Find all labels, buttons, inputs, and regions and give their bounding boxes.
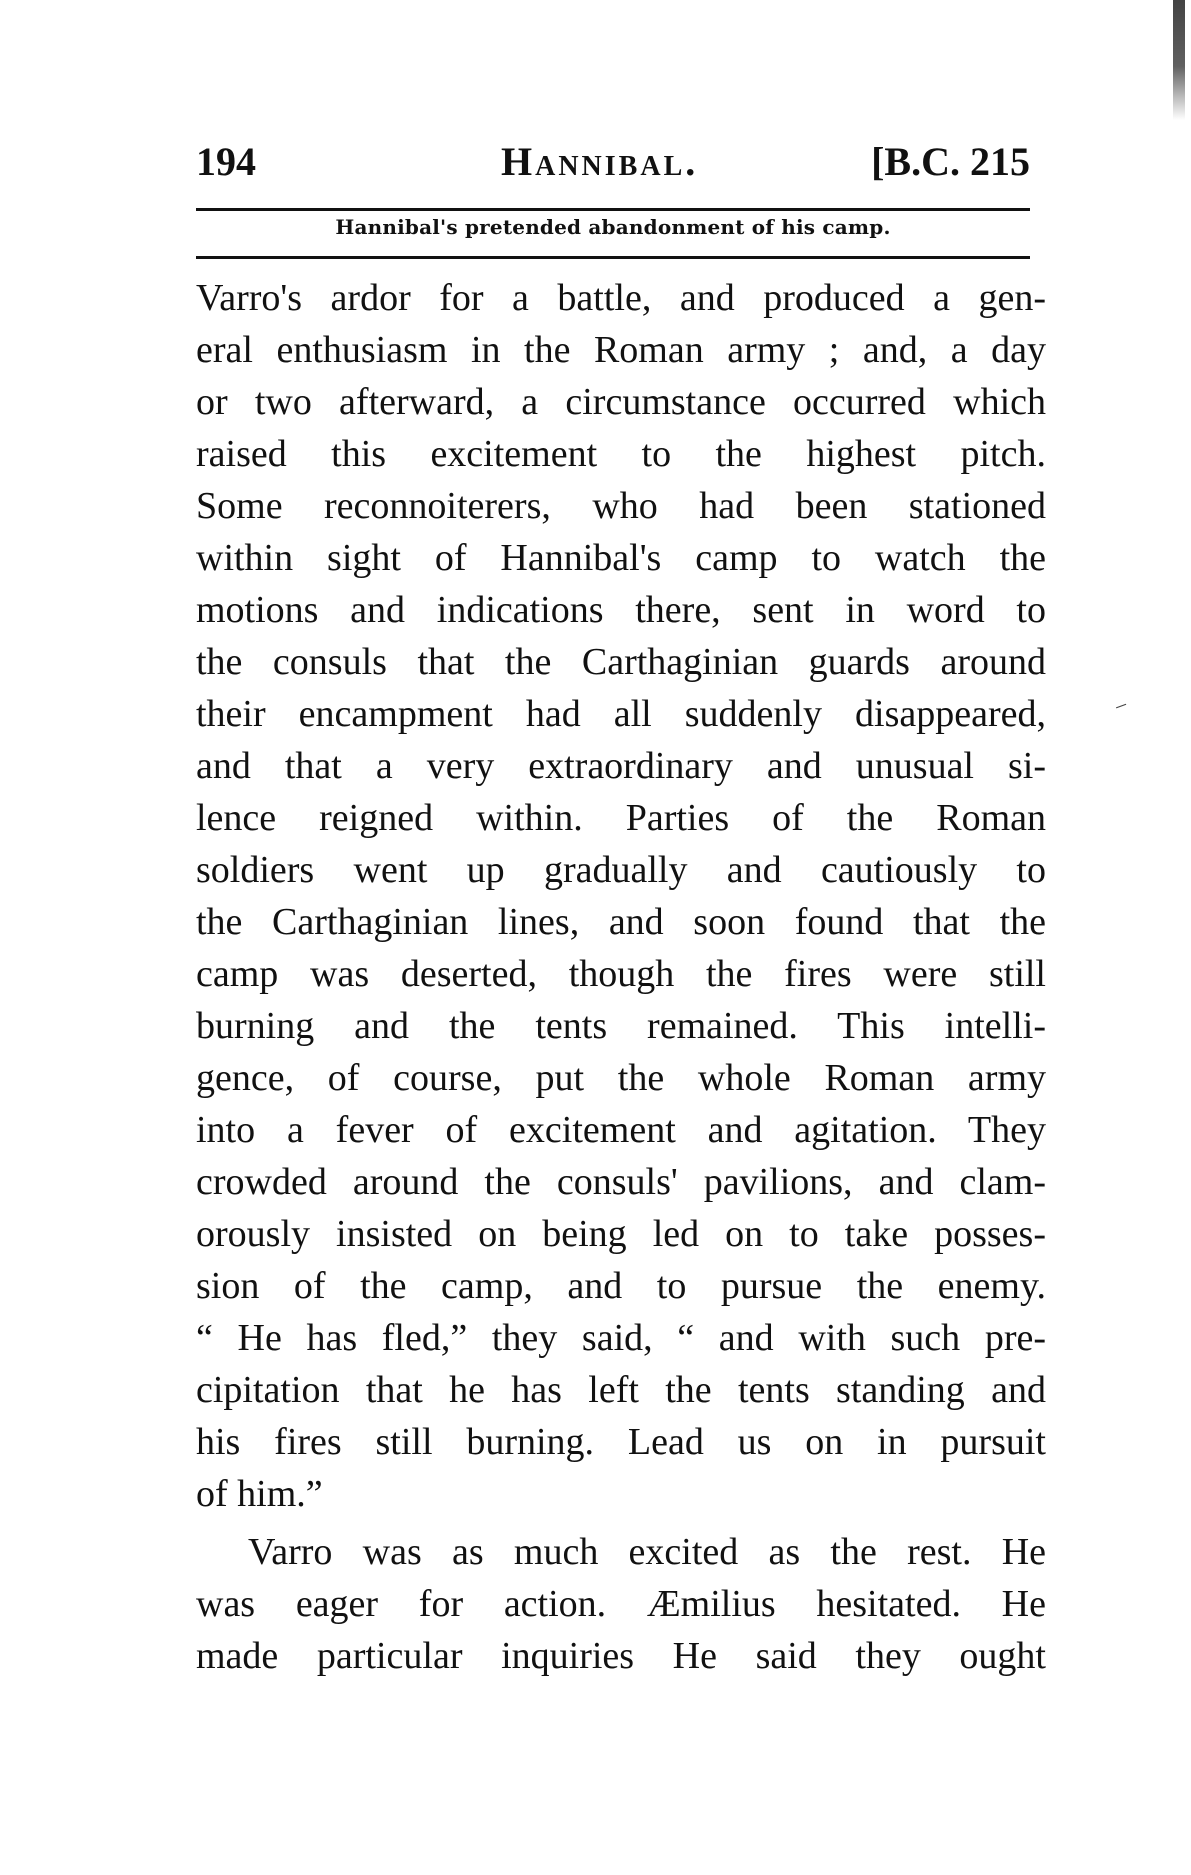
- page-number: 194: [196, 139, 256, 184]
- page-header: [196, 138, 1030, 198]
- running-title: Hannibal.: [501, 139, 699, 184]
- section-subheading: Hannibal's pretended abandonment of his camp.: [335, 215, 891, 239]
- text-line: soldiers went up gradually and cautiously to: [196, 849, 1046, 891]
- text-line: or two afterward, a circumstance occurred which: [196, 381, 1046, 423]
- text-line: and that a very extraordinary and unusual si-: [196, 745, 1046, 787]
- text-line: sion of the camp, and to pursue the enemy.: [196, 1265, 1046, 1307]
- text-line: Varro's ardor for a battle, and produced a gen-: [196, 277, 1046, 319]
- text-line: was eager for action. Æmilius hesitated. He: [196, 1583, 1046, 1625]
- text-line: gence, of course, put the whole Roman army: [196, 1057, 1046, 1099]
- text-line: the consuls that the Carthaginian guards around: [196, 641, 1046, 683]
- date-reference: [B.C. 215: [871, 139, 1030, 184]
- text-line: Some reconnoiterers, who had been stationed: [196, 485, 1046, 527]
- text-line: into a fever of excitement and agitation. They: [196, 1109, 1046, 1151]
- stray-ink-mark: ⸝: [1112, 688, 1134, 717]
- header-rule-bottom: [196, 256, 1030, 259]
- text-line: camp was deserted, though the fires were still: [196, 953, 1046, 995]
- text-line: crowded around the consuls' pavilions, and clam-: [196, 1161, 1046, 1203]
- text-line: cipitation that he has left the tents standing and: [196, 1369, 1046, 1411]
- text-line: within sight of Hannibal's camp to watch the: [196, 537, 1046, 579]
- text-line: their encampment had all suddenly disappeared,: [196, 693, 1046, 735]
- body-text: [196, 272, 1046, 1682]
- text-line: orously insisted on being led on to take posses-: [196, 1213, 1046, 1255]
- header-rule-top: [196, 208, 1030, 211]
- text-line: the Carthaginian lines, and soon found that the: [196, 901, 1046, 943]
- text-line: raised this excitement to the highest pitch.: [196, 433, 1046, 475]
- text-line: motions and indications there, sent in word to: [196, 589, 1046, 631]
- text-line: of him.”: [196, 1473, 323, 1515]
- text-line: “ He has fled,” they said, “ and with such pre-: [196, 1317, 1046, 1359]
- scan-edge-mark: [1173, 0, 1185, 120]
- text-line: Varro was as much excited as the rest. He: [248, 1531, 1046, 1573]
- text-line: his fires still burning. Lead us on in pursuit: [196, 1421, 1046, 1463]
- text-line: burning and the tents remained. This intelli-: [196, 1005, 1046, 1047]
- text-line: eral enthusiasm in the Roman army ; and, a day: [196, 329, 1046, 371]
- text-line: made particular inquiries He said they ought: [196, 1635, 1046, 1677]
- text-line: lence reigned within. Parties of the Roman: [196, 797, 1046, 839]
